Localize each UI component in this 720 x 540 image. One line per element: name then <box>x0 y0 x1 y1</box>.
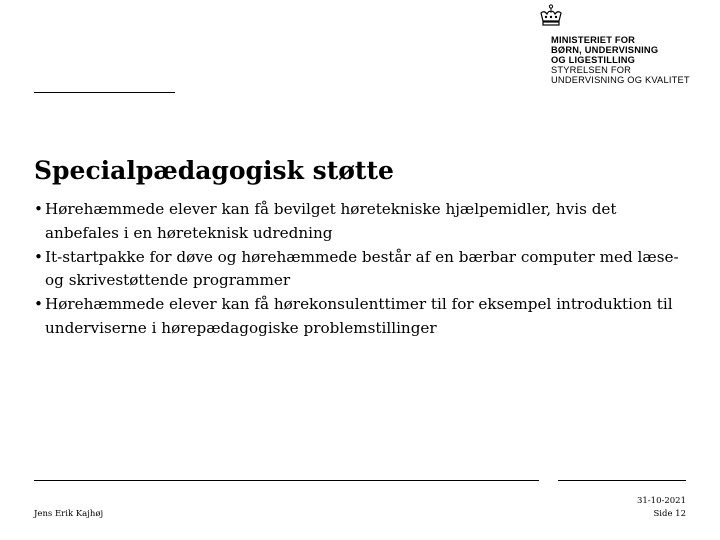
crown-icon <box>538 4 564 30</box>
ministry-logo <box>551 35 690 85</box>
logo-line: STYRELSEN FOR <box>551 65 632 75</box>
bullet-item <box>34 293 694 341</box>
bullet-text: It-startpakke for døve og hørehæmmede består af en bærbar computer med læse- og skrivestøttende programmer <box>45 247 679 290</box>
slide-title: Specialpædagogisk støtte <box>34 156 394 185</box>
footer-date: 31-10-2021 <box>636 496 686 506</box>
footer-author: Jens Erik Kajhøj <box>34 509 104 519</box>
footer-divider-left <box>34 480 539 481</box>
logo-line: UNDERVISNING OG KVALITET <box>551 75 690 85</box>
bullet-text: Hørehæmmede elever kan få hørekonsulenttimer til for eksempel introduktion til underviserne i hørepædagogiske problemstillinger <box>45 295 673 337</box>
logo-line: OG LIGESTILLING <box>551 55 636 65</box>
bullet-text: Hørehæmmede elever kan få bevilget høretekniske hjælpemidler, hvis det anbefales i en høreteknisk udredning <box>45 200 617 242</box>
bullet-marker: • <box>34 295 43 314</box>
bullet-marker: • <box>34 200 43 218</box>
top-divider <box>34 92 175 93</box>
logo-line: MINISTERIET FOR <box>551 35 636 45</box>
bullet-marker: • <box>34 247 43 266</box>
logo-line: BØRN, UNDERVISNING <box>551 45 659 55</box>
footer-page-number: Side 12 <box>653 509 686 519</box>
footer-divider-right <box>558 480 686 481</box>
bullet-list <box>34 198 694 341</box>
bullet-item <box>34 198 694 246</box>
bullet-item <box>34 246 694 294</box>
